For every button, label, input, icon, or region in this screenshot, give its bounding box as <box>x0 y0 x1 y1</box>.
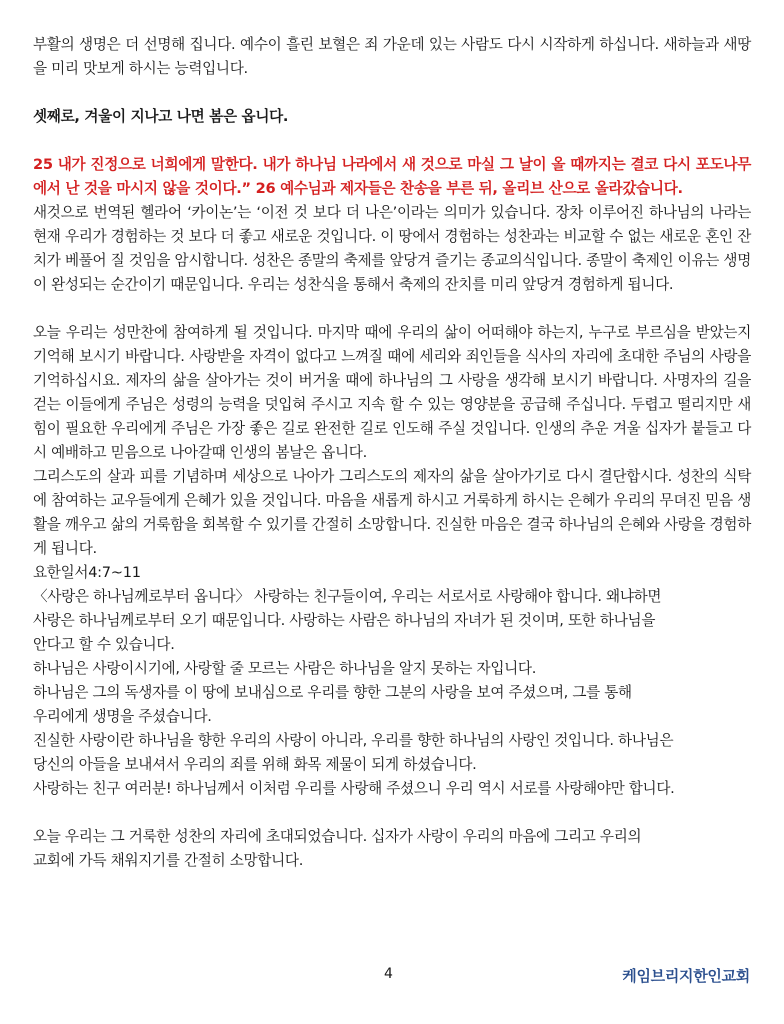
closing-line: 교회에 가득 채워지기를 간절히 소망합니다. <box>33 852 304 869</box>
quote-line: 〈사랑은 하나님께로부터 옵니다〉 사랑하는 친구들이여, 우리는 서로서로 사랑해야 합니다. 왜냐하면 <box>33 588 662 605</box>
quote-line: 사랑하는 친구 여러분! 하나님께서 이처럼 우리를 사랑해 주셨으니 우리 역시 서로를 사랑해야만 합니다. <box>33 780 675 797</box>
paragraph-resolution: 그리스도의 살과 피를 기념하며 세상으로 나아가 그리스도의 제자의 삶을 살아가기로 다시 결단합시다. 성찬의 식탁에 참여하는 교우들에게 은혜가 있을 것입니다. 마음을 새롭게 하시고 거룩하게 하시는 은혜가 우리의 무뎌진 믿음 생활을 깨우고 삶의 거룩함을 회복할 수 있기를 간절히 소망합니다. 진실한 마음은 결국 하나님의 은혜와 사랑을 경험하게 됩니다. <box>33 468 751 557</box>
quote-line: 당신의 아들을 보내셔서 우리의 죄를 위해 화목 제물이 되게 하셨습니다. <box>33 756 477 773</box>
paragraph-communion: 오늘 우리는 성만찬에 참여하게 될 것입니다. 마지막 때에 우리의 삶이 어떠해야 하는지, 누구로 부르심을 받았는지 기억해 보시기 바랍니다. 사랑받을 자격이 없다고 느껴질 때에 세리와 죄인들을 식사의 자리에 초대한 주님의 사랑을 기억하십시요. 제자의 삶을 살아가는 것이 버거울 때에 하나님의 그 사랑을 생각해 보시기 바랍니다. 사명자의 길을 걷는 이들에게 주님은 성령의 능력을 덧입혀 주시고 지속 할 수 있는 영양분을 공급해 주십니다. 두렵고 떨리지만 새힘이 필요한 우리에게 주님은 가장 좋은 길로 완전한 길로 인도해 주실 것입니다. 인생의 추운 겨울 십자가 붙들고 다시 예배하고 믿음으로 나아갈때 인생의 봄날은 옵니다. <box>33 324 751 461</box>
spacer <box>33 81 751 105</box>
quote-line: 진실한 사랑이란 하나님을 향한 우리의 사랑이 아니라, 우리를 향한 하나님의 사랑인 것입니다. 하나님은 <box>33 732 674 749</box>
church-name: 케임브리지한인교회 <box>622 967 750 985</box>
scripture-reference: 요한일서4:7~11 <box>33 564 141 581</box>
quote-line: 사랑은 하나님께로부터 오기 때문입니다. 사랑하는 사람은 하나님의 자녀가 된 것이며, 또한 하나님을 <box>33 612 656 629</box>
spacer <box>33 129 751 153</box>
quote-line: 하나님은 사랑이시기에, 사랑할 줄 모르는 사람은 하나님을 알지 못하는 자입니다. <box>33 660 537 677</box>
spacer <box>33 801 751 825</box>
closing-line: 오늘 우리는 그 거룩한 성찬의 자리에 초대되었습니다. 십자가 사랑이 우리의 마음에 그리고 우리의 <box>33 828 642 845</box>
spacer <box>33 297 751 321</box>
sermon-page-content <box>33 33 751 873</box>
section-heading-third: 셋째로, 겨울이 지나고 나면 봄은 옵니다. <box>33 108 289 125</box>
scripture-passage: 25 내가 진정으로 너희에게 말한다. 내가 하나님 나라에서 새 것으로 마실 그 날이 올 때까지는 결코 다시 포도나무에서 난 것을 마시지 않을 것이다.” 26 예수님과 제자들은 찬송을 부른 뒤, 올리브 산으로 올라갔습니다. <box>33 156 751 197</box>
page-number: 4 <box>384 966 393 982</box>
quote-line: 안다고 할 수 있습니다. <box>33 636 175 653</box>
quote-line: 우리에게 생명을 주셨습니다. <box>33 708 212 725</box>
paragraph-resurrection: 부활의 생명은 더 선명해 집니다. 예수이 흘린 보혈은 죄 가운데 있는 사람도 다시 시작하게 하십니다. 새하늘과 새땅을 미리 맛보게 하시는 능력입니다. <box>33 36 751 77</box>
quote-line: 하나님은 그의 독생자를 이 땅에 보내심으로 우리를 향한 그분의 사랑을 보여 주셨으며, 그를 통해 <box>33 684 632 701</box>
paragraph-kainon: 새것으로 번역된 헬라어 ‘카이논’는 ‘이전 것 보다 더 나은’이라는 의미가 있습니다. 장차 이루어진 하나님의 나라는 현재 우리가 경험하는 것 보다 더 좋고 새로운 것입니다. 이 땅에서 경험하는 성찬과는 비교할 수 없는 새로운 혼인 잔치가 베풀어 질 것임을 암시합니다. 성찬은 종말의 축제를 앞당겨 즐기는 종교의식입니다. 종말이 축제인 이유는 생명이 완성되는 순간이기 때문입니다. 우리는 성찬식을 통해서 축제의 잔치를 미리 앞당겨 경험하게 됩니다. <box>33 204 751 293</box>
